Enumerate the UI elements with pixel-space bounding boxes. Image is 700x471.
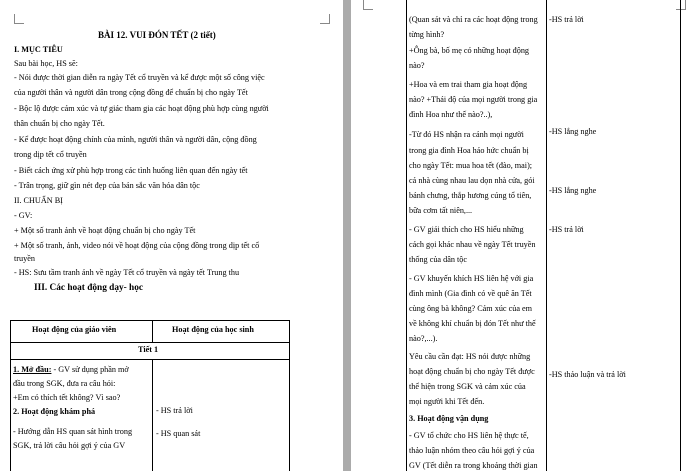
teacher-activity-line: từng hình? [409,30,445,39]
intro-text: Sau bài học, HS sẽ: [14,59,78,68]
teacher-activity-line: -Từ đó HS nhận ra cảnh mọi người [409,130,524,139]
student-activity-line: -HS trả lời [549,225,584,234]
prep-line: - GV: [14,211,33,220]
student-activity-line: - HS trả lời [156,406,193,415]
document-page-right [351,0,700,471]
teacher-activity-line: hoạt động chuẩn bị cho ngày Tết được [409,367,535,376]
activity-text: - GV sử dụng phần mở [51,365,129,374]
objective-line: trong dịp tết cổ truyền [14,150,87,159]
teacher-activity-line: +Hoa và em trai tham gia hoạt động [409,80,528,89]
objective-line: - Biết cách ứng xử phù hợp trong các tình huống liên quan đến ngày tết [14,166,248,175]
teacher-activity-line: - Hướng dẫn HS quan sát hình trong [13,427,133,436]
objective-line: của người thân và người dân trong cộng đồng để chuẩn bị cho ngày Tết [14,88,248,97]
teacher-activity-line: cùng ông bà không? Cảm xúc của em [409,304,533,313]
activity-heading: 2. Hoạt động khám phá [13,407,96,416]
teacher-activity-line: +Em có thích tết không? Vì sao? [13,393,121,402]
activity-heading: 3. Hoạt động vận dụng [409,414,489,423]
student-activity-line: -HS thảo luận và trả lời [549,370,626,379]
crop-mark [363,0,373,10]
prep-line: - HS: Sưu tầm tranh ảnh về ngày Tết cổ truyền và ngày tết Trung thu [14,268,240,277]
student-activity-line: -HS trả lời [549,15,584,24]
teacher-activity-line: trong gia đình Hoa háo hức chuẩn bị [409,146,529,155]
objective-line: - Kể được hoạt động chính của mình, người thân và người dân, cộng đồng [14,135,257,144]
student-activity-line: -HS lắng nghe [549,186,597,195]
teacher-activity-line: cách gọi khác nhau về ngày Tết truyền [409,240,536,249]
section-heading-preparation: II. CHUẨN BỊ [14,196,63,205]
teacher-activity-line: cho ngày Tết: mua hoa tết (đào, mai); [409,161,533,170]
column-header-student: Hoạt động của học sinh [172,325,254,334]
teacher-activity-line: GV (Tết diễn ra trong khoảng thời gian [409,461,538,470]
teacher-activity-line: nào?,...). [409,334,438,343]
teacher-activity-line: bữa cơm tất niên,... [409,206,473,215]
teacher-activity-line: - GV khuyến khích HS liên hệ với gia [409,274,534,283]
column-header-teacher: Hoạt động của giáo viên [32,325,117,334]
teacher-activity-line: cả nhà cùng nhau lau dọn nhà cửa, gói [409,176,535,185]
section-heading-activities: III. Các hoạt động dạy- học [34,283,143,293]
teacher-activity-line: bánh chưng, thắp hương cúng tổ tiên, [409,191,532,200]
teacher-activity-line: - GV tổ chức cho HS liên hệ thực tế, [409,431,529,440]
teacher-activity-line: SGK, trả lời câu hỏi gợi ý của GV [13,441,126,450]
teacher-activity-line: đầu trong SGK, đưa ra câu hỏi: [13,379,116,388]
student-activity-line: -HS lắng nghe [549,127,597,136]
prep-line: + Một số tranh ảnh về hoạt động chuẩn bị cho ngày Tết [14,226,196,235]
teacher-activity-line: Yêu cầu cần đạt: HS nói được những [409,352,531,361]
teacher-activity-line: thảo luận nhóm theo câu hỏi gợi ý của [409,446,535,455]
teacher-activity-line: mọi người khi Tết đến. [409,397,485,406]
activity-heading: 1. Mở đầu: [13,365,52,374]
objective-line: thân chuẩn bị cho ngày Tết. [14,119,105,128]
teacher-activity-line: - GV giải thích cho HS hiểu những [409,225,524,234]
teacher-activity-line: +Ông bà, bố mẹ có những hoạt động [409,46,530,55]
lesson-title: BÀI 12. VUI ĐÓN TẾT (2 tiết) [98,30,216,40]
objective-line: - Nói được thời gian diễn ra ngày Tết cổ truyền và kể được một số công việc [14,73,265,82]
teacher-activity-line: thống của dân tộc [409,255,467,264]
objective-line: - Bộc lộ được cảm xúc và tự giác tham gia các hoạt động phù hợp cùng người [14,104,269,113]
student-activity-line: - HS quan sát [156,429,201,438]
crop-mark [14,14,24,24]
prep-line: + Một số tranh, ảnh, video nói về hoạt động của cộng đồng trong dịp tết cổ [14,241,260,250]
teacher-activity-line: thể hiện trong SGK và cảm xúc của [409,382,526,391]
section-heading-objectives: I. MỤC TIÊU [14,45,63,54]
crop-mark [676,0,686,10]
teacher-activity-line [13,365,129,375]
crop-mark [320,14,330,24]
teacher-activity-line: nào? +Thái độ của mọi người trong gia [409,95,538,104]
session-label: Tiết 1 [138,345,159,354]
teacher-activity-line: đình mình (Gia đình có về quê ăn Tết [409,289,532,298]
objective-line: - Trân trọng, giữ gìn nét đẹp của bản sắc văn hóa dân tộc [14,181,200,190]
document-page-left [0,0,343,471]
teacher-activity-line: (Quan sát và chỉ ra các hoạt động trong [409,15,538,24]
teacher-activity-line: đình Hoa như thế nào?..), [409,110,493,119]
teacher-activity-line: về không khí chuẩn bị đón Tết như thế [409,319,536,328]
teacher-activity-line: nào? [409,61,425,70]
prep-line: truyền [14,254,35,263]
